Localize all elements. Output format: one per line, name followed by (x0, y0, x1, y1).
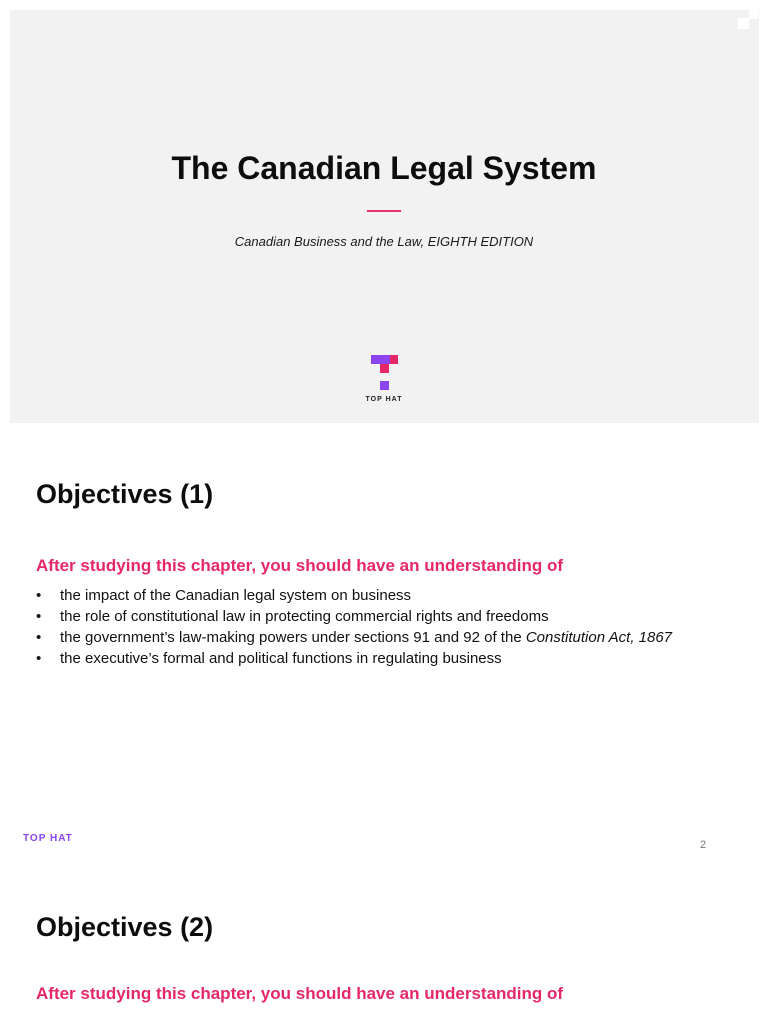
corner-mark-notch (749, 10, 758, 19)
corner-mark (738, 18, 749, 29)
slide-title: The Canadian Legal System (171, 150, 597, 186)
slide-subtitle: Canadian Business and the Law, EIGHTH EDITION (234, 234, 534, 249)
objectives-list (36, 586, 672, 670)
list-item: • the government’s law-making powers under sections 91 and 92 of the Constitution Act, 1867 (36, 629, 673, 646)
bullet-marker: • (36, 587, 42, 604)
act-citation: Constitution Act, 1867 (525, 629, 673, 646)
objectives-intro-2: After studying this chapter, you should have an understanding of (36, 984, 564, 1003)
objectives-heading-1: Objectives (1) (36, 479, 214, 509)
logo-block-purple (371, 355, 390, 364)
top-hat-logo (364, 354, 404, 406)
bullet-marker: • (36, 629, 42, 646)
logo-block-purple-dot (380, 381, 389, 390)
page-number: 2 (700, 839, 707, 851)
title-divider (367, 210, 401, 212)
objectives-intro-1: After studying this chapter, you should have an understanding of (36, 556, 564, 575)
logo-block-pink-stem (380, 364, 389, 373)
logo-text: TOP HAT (365, 396, 403, 403)
list-item: • the impact of the Canadian legal system on business (36, 587, 412, 604)
list-item: • the role of constitutional law in protecting commercial rights and freedoms (36, 608, 549, 625)
objectives-heading-2: Objectives (2) (36, 912, 214, 942)
bullet-marker: • (36, 608, 42, 625)
bullet-marker: • (36, 650, 42, 667)
logo-block-pink (390, 355, 398, 364)
footer-brand: TOP HAT (23, 833, 73, 844)
list-item: • the executive’s formal and political functions in regulating business (36, 650, 502, 667)
